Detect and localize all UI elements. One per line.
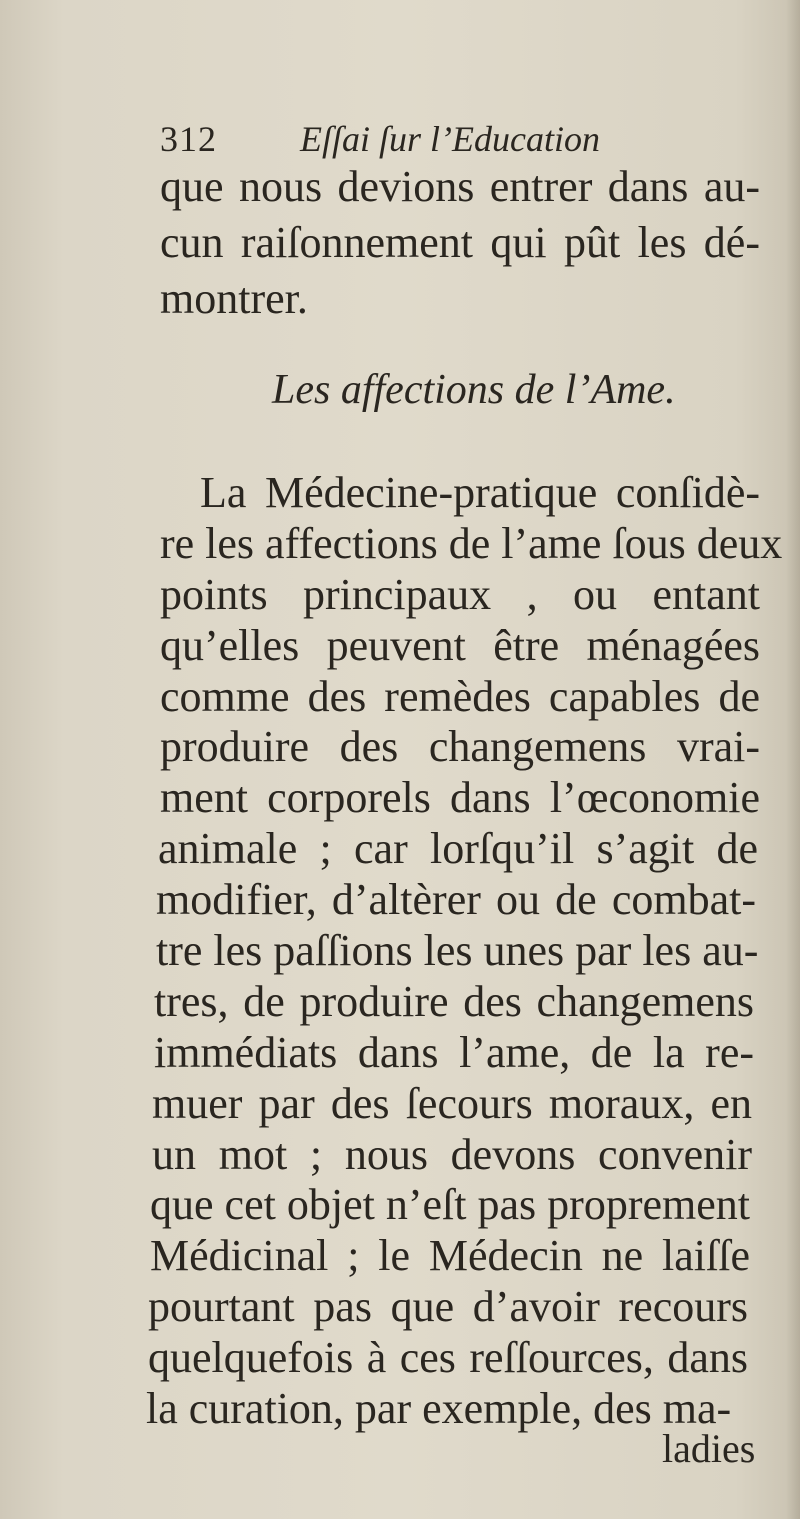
page-number: 312 — [160, 119, 217, 159]
text-line: animale ; car lorſqu’il s’agit de — [158, 824, 758, 873]
text-line: que nous devions entrer dans au- — [160, 162, 760, 211]
paragraph-first-line: La Médecine-pratique conſidè- — [200, 468, 760, 517]
text-line: ment corporels dans l’œconomie — [160, 773, 760, 822]
text-line: tre les paſſions les unes par les au- — [156, 926, 759, 975]
text-line: muer par des ſecours moraux, en — [152, 1079, 752, 1128]
text-line: modifier, d’altèrer ou de combat- — [156, 875, 756, 924]
text-line: qu’elles peuvent être ménagées — [160, 621, 760, 670]
running-title: Eſſai ſur l’Education — [300, 119, 600, 159]
text-line: immédiats dans l’ame, de la re- — [154, 1028, 754, 1077]
text-line: montrer. — [160, 274, 308, 323]
text-line: tres, de produire des changemens — [154, 977, 754, 1026]
section-title: Les affections de l’Ame. — [272, 367, 676, 413]
text-line: la curation, par exemple, des ma- — [146, 1384, 732, 1433]
text-line: produire des changemens vrai- — [160, 722, 760, 771]
text-line: Médicinal ; le Médecin ne laiſſe — [150, 1231, 750, 1280]
text-line: que cet objet n’eſt pas proprement — [150, 1180, 750, 1229]
text-line: re les affections de l’ame ſous deux — [160, 519, 783, 568]
text-line: points principaux , ou entant — [160, 570, 760, 619]
text-line: pourtant pas que d’avoir recours — [148, 1282, 748, 1331]
text-line: quelquefois à ces reſſources, dans — [148, 1333, 748, 1382]
text-line: comme des remèdes capables de — [160, 672, 760, 721]
text-line: cun raiſonnement qui pût les dé- — [160, 218, 760, 267]
text-line: un mot ; nous devons convenir — [152, 1130, 752, 1179]
catchword: ladies — [662, 1426, 756, 1471]
